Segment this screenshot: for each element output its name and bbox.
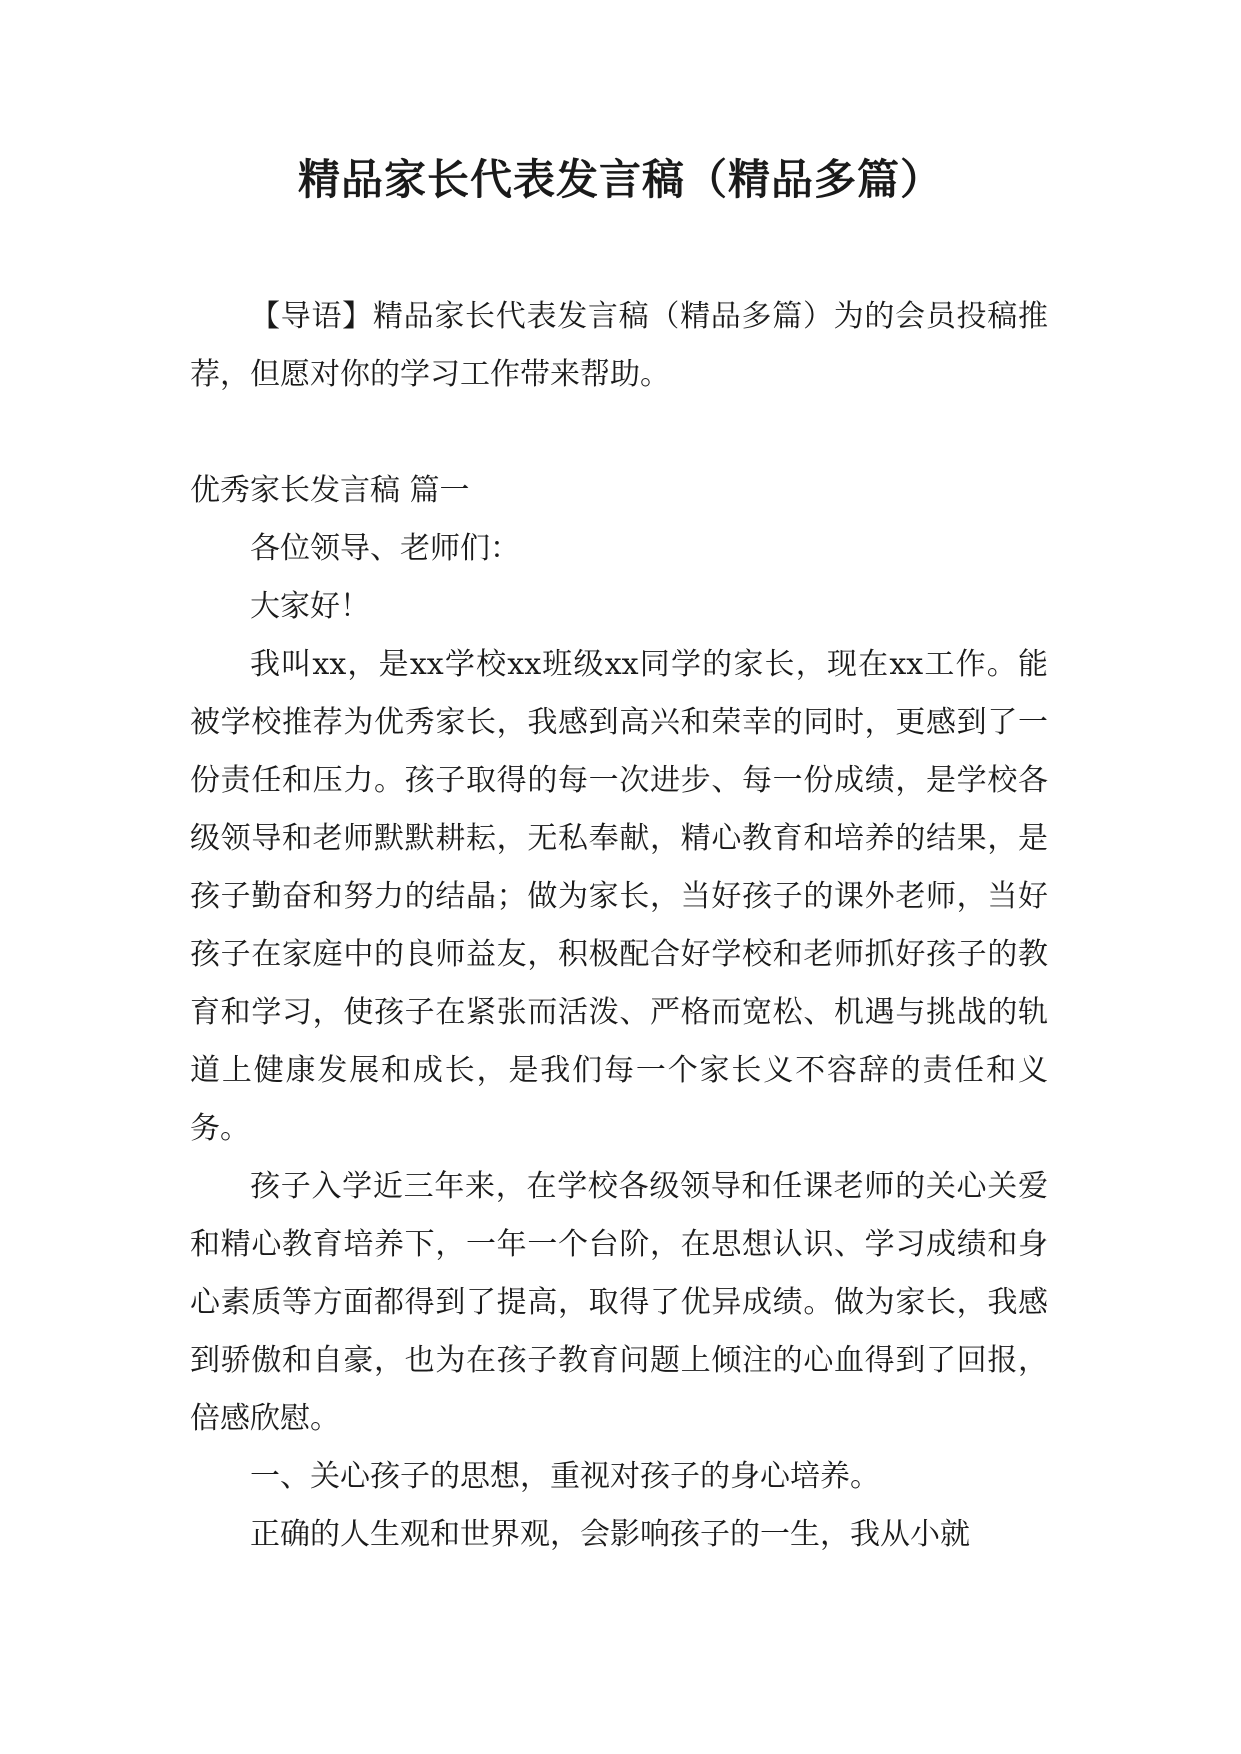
document-body	[190, 288, 1048, 1564]
section-heading: 优秀家长发言稿 篇一	[190, 473, 470, 508]
body-paragraph-3: 一、关心孩子的思想，重视对孩子的身心培养。	[250, 1459, 880, 1494]
body-paragraph-4: 正确的人生观和世界观，会影响孩子的一生，我从小就	[250, 1517, 970, 1552]
greeting: 大家好！	[250, 589, 370, 624]
lead-paragraph: 【导语】精品家长代表发言稿（精品多篇）为的会员投稿推荐，但愿对你的学习工作带来帮助。	[190, 299, 1048, 392]
document-title: 精品家长代表发言稿（精品多篇）	[297, 155, 943, 204]
body-paragraph-1: 我叫xx，是xx学校xx班级xx同学的家长，现在xx工作。能被学校推荐为优秀家长，我感到高兴和荣幸的同时，更感到了一份责任和压力。孩子取得的每一次进步、每一份成绩，是学校各级领导和老师默默耕耘，无私奉献，精心教育和培养的结果，是孩子勤奋和努力的结晶；做为家长，当好孩子的课外老师，当好孩子在家庭中的良师益友，积极配合好学校和老师抓好孩子的教育和学习，使孩子在紧张而活泼、严格而宽松、机遇与挑战的轨道上健康发展和成长，是我们每一个家长义不容辞的责任和义务。	[190, 647, 1048, 1146]
body-paragraph-2: 孩子入学近三年来，在学校各级领导和任课老师的关心关爱和精心教育培养下，一年一个台阶，在思想认识、学习成绩和身心素质等方面都得到了提高，取得了优异成绩。做为家长，我感到骄傲和自豪，也为在孩子教育问题上倾注的心血得到了回报，倍感欣慰。	[190, 1169, 1048, 1436]
salutation: 各位领导、老师们：	[250, 531, 520, 566]
